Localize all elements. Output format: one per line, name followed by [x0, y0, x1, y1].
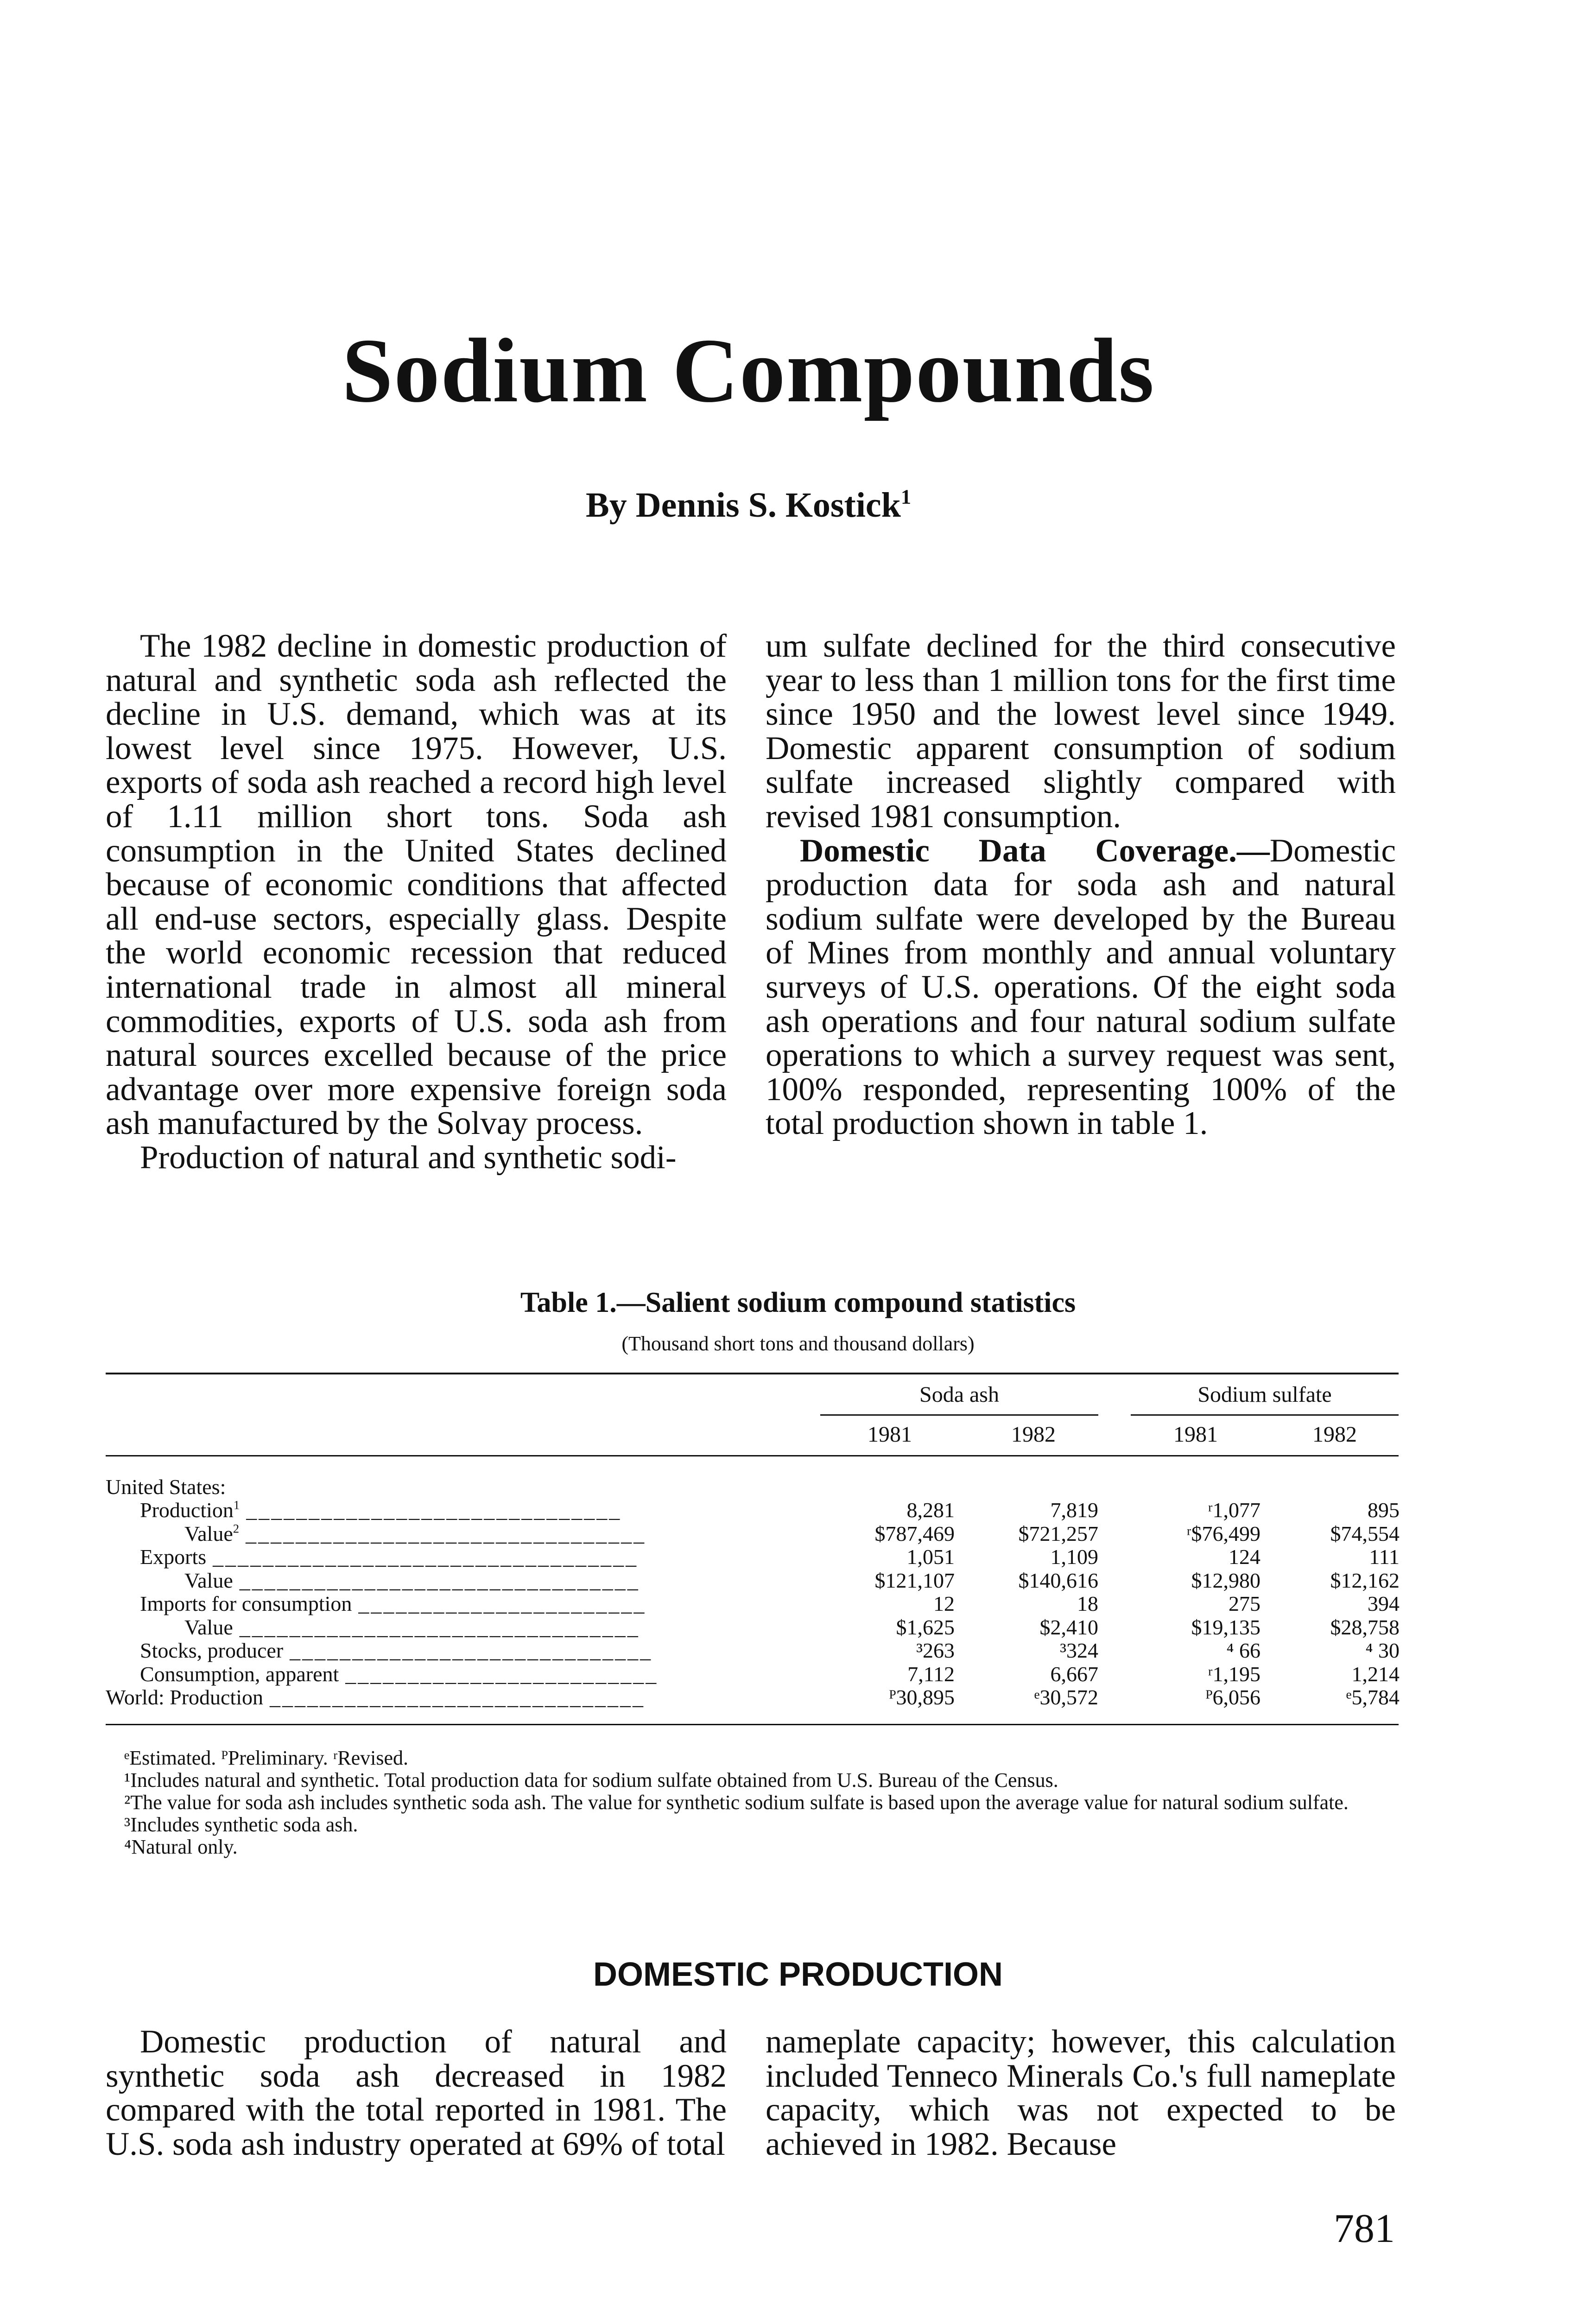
intro-column-right — [766, 629, 1396, 1141]
table-cell-value: $1,625 — [896, 1615, 955, 1639]
data-coverage-text: Domestic production data for soda ash and natural sodium sulfate were developed by the Bureau of Mines from monthly and annual voluntary surveys of U.S. operations. Of the eight soda ash operations and four natural sodium sulfate operations to which a survey request was sent, 100% responded, representing 100% of the total production shown in table 1. — [766, 832, 1396, 1142]
table-caption: Table 1.—Salient sodium compound statistics — [520, 1287, 1076, 1318]
table-cell-value: $721,257 — [1018, 1521, 1098, 1545]
row-leader: __________________________________ — [213, 1545, 639, 1569]
row-label — [140, 1499, 788, 1522]
body-column-right — [766, 2025, 1396, 2161]
row-label — [140, 1545, 788, 1569]
table-footnote: ¹Includes natural and synthetic. Total production data for sodium sulfate obtained from U.S. Bureau of the Census. — [124, 1769, 1058, 1792]
table-cell-value: $787,469 — [874, 1521, 955, 1545]
row-leader: ________________________________ — [246, 1522, 646, 1545]
row-label-text: Exports — [140, 1545, 207, 1569]
table-footnote: ⁴Natural only. — [124, 1836, 238, 1858]
table-cell-value: ᴾ30,895 — [889, 1685, 955, 1709]
table-cell-value: ⁴ 66 — [1226, 1639, 1260, 1662]
body-paragraph-continuation: nameplate capacity; however, this calculation included Tenneco Minerals Co.'s full nameplate capacity, which was not expected to be achieved in 1982. Because — [766, 2024, 1396, 2162]
table-cell-value: ᵉ5,784 — [1346, 1685, 1400, 1709]
group-rule-soda-ash — [820, 1414, 1098, 1416]
table-cell-value: 7,112 — [907, 1662, 955, 1686]
intro-paragraph-1: The 1982 decline in domestic production of natural and synthetic soda ash reflected the decline in U.S. demand, which was at its lowest level since 1975. However, U.S. exports of soda ash reached a record high level of 1.11 million short tons. Soda ash consumption in the United States declined because of economic conditions that affected all end-use sectors, especially glass. Despite the world economic recession that reduced international trade in almost all mineral commodities, exports of U.S. soda ash from natural sources excelled because of the price advantage over more expensive foreign soda ash manufactured by the Solvay process. — [106, 628, 727, 1142]
table-cell-value: 6,667 — [1050, 1662, 1098, 1686]
page-title: Sodium Compounds — [342, 320, 1155, 421]
table-cell-value: $2,410 — [1039, 1615, 1098, 1639]
table-cell-value: $12,980 — [1191, 1568, 1260, 1592]
table-cell-value: 7,819 — [1050, 1498, 1098, 1522]
table-cell-value: 1,051 — [906, 1545, 955, 1569]
table-cell-value: $19,135 — [1191, 1615, 1260, 1639]
group-header-soda-ash: Soda ash — [919, 1382, 999, 1407]
row-leader: ________________________________ — [239, 1615, 640, 1639]
data-coverage-heading: Domestic Data Coverage.— — [800, 832, 1270, 869]
table-cell-value: ʳ$76,499 — [1186, 1521, 1260, 1545]
row-footnote-ref: 1 — [233, 1499, 240, 1512]
row-label — [140, 1592, 788, 1616]
intro-paragraph-2-continuation: um sulfate declined for the third consecutive year to less than 1 million tons for the first time since 1950 and the lowest level since 1949. Domestic apparent consumption of sodium sulfate increased slightly compared with revised 1981 consumption. — [766, 628, 1396, 835]
row-leader: ________________________________ — [239, 1569, 640, 1592]
table-subcaption: (Thousand short tons and thousand dollars) — [621, 1332, 975, 1355]
group-header-sodium-sulfate: Sodium sulfate — [1197, 1382, 1332, 1407]
table-cell-value: 111 — [1369, 1545, 1400, 1569]
row-label-text: Stocks, producer — [140, 1639, 284, 1662]
table-cell-value: $121,107 — [874, 1568, 955, 1592]
table-cell-value: $74,554 — [1330, 1521, 1400, 1545]
row-label-text: World: Production — [106, 1686, 263, 1709]
byline — [0, 484, 1497, 526]
table-cell-value: 8,281 — [906, 1498, 955, 1522]
intro-paragraph-2-start: Production of natural and synthetic sodi- — [140, 1139, 677, 1176]
table-cell-value: 18 — [1077, 1592, 1098, 1615]
body-paragraph: Domestic production of natural and synthetic soda ash decreased in 1982 compared with the total reported in 1981. The U.S. soda ash industry operated at 69% of total — [106, 2024, 727, 2162]
year-header: 1981 — [1173, 1422, 1218, 1447]
table-cell-value: 1,214 — [1351, 1662, 1400, 1686]
table-footnote-symbols: ᵉEstimated. ᴾPreliminary. ʳRevised. — [124, 1747, 409, 1769]
table-cell-value: ᵉ30,572 — [1034, 1685, 1098, 1709]
row-leader: ______________________________ — [246, 1499, 622, 1522]
row-leader: _____________________________ — [290, 1639, 653, 1662]
row-label-text: Production — [140, 1499, 234, 1522]
table-cell-value: 124 — [1229, 1545, 1260, 1569]
table-top-rule — [106, 1373, 1399, 1374]
row-leader: ______________________________ — [270, 1686, 645, 1709]
year-header: 1982 — [1312, 1422, 1357, 1447]
table-cell-value: 275 — [1229, 1592, 1260, 1615]
group-rule-sodium-sulfate — [1131, 1414, 1399, 1416]
section-heading: DOMESTIC PRODUCTION — [593, 1956, 1003, 1993]
row-label-text: Consumption, apparent — [140, 1662, 339, 1686]
table-cell-value: ³324 — [1060, 1639, 1098, 1662]
row-label — [140, 1639, 788, 1663]
row-label — [140, 1663, 788, 1686]
year-header: 1982 — [1011, 1422, 1056, 1447]
table-footnote: ²The value for soda ash includes synthetic soda ash. The value for synthetic sodium sulfate is based upon the average value for natural sodium sulfate. — [124, 1791, 1349, 1814]
table-cell-value: ᴾ6,056 — [1205, 1685, 1260, 1709]
body-column-left — [106, 2025, 727, 2161]
row-label — [184, 1616, 788, 1640]
year-header: 1981 — [868, 1422, 912, 1447]
table-footnotes — [106, 1747, 1399, 1858]
page-number: 781 — [1334, 2206, 1395, 2251]
row-label-text: Value — [184, 1615, 233, 1639]
table-cell-value: 895 — [1368, 1498, 1400, 1522]
table-cell-value: ʳ1,195 — [1208, 1662, 1260, 1686]
table-header-rule — [106, 1455, 1399, 1456]
table-cell-value: ⁴ 30 — [1365, 1639, 1400, 1662]
data-coverage-paragraph — [766, 834, 1396, 1141]
row-label — [184, 1522, 788, 1546]
row-section-label: United States: — [106, 1475, 226, 1499]
table-cell-value: ʳ1,077 — [1208, 1498, 1260, 1522]
author-footnote-ref: 1 — [900, 485, 911, 508]
table-cell-value: ³263 — [916, 1639, 955, 1662]
row-label-text: Value — [184, 1569, 233, 1592]
table-cell-value: 394 — [1368, 1592, 1400, 1615]
row-footnote-ref: 2 — [233, 1522, 240, 1536]
table-cell-value: $140,616 — [1018, 1568, 1098, 1592]
row-label-text: Value — [184, 1522, 233, 1545]
row-label — [184, 1569, 788, 1593]
table-footnote: ³Includes synthetic soda ash. — [124, 1813, 358, 1836]
table-cell-value: $12,162 — [1330, 1568, 1400, 1592]
table-cell-value: 12 — [933, 1592, 955, 1615]
table-cell-value: 1,109 — [1050, 1545, 1098, 1569]
intro-column-left — [106, 629, 727, 1175]
table-bottom-rule — [106, 1724, 1399, 1725]
row-label — [106, 1686, 788, 1709]
author-name: By Dennis S. Kostick — [586, 486, 901, 525]
row-leader: _______________________ — [358, 1592, 646, 1615]
row-label-text: Imports for consumption — [140, 1592, 352, 1615]
row-leader: _________________________ — [345, 1662, 659, 1686]
table-cell-value: $28,758 — [1330, 1615, 1400, 1639]
